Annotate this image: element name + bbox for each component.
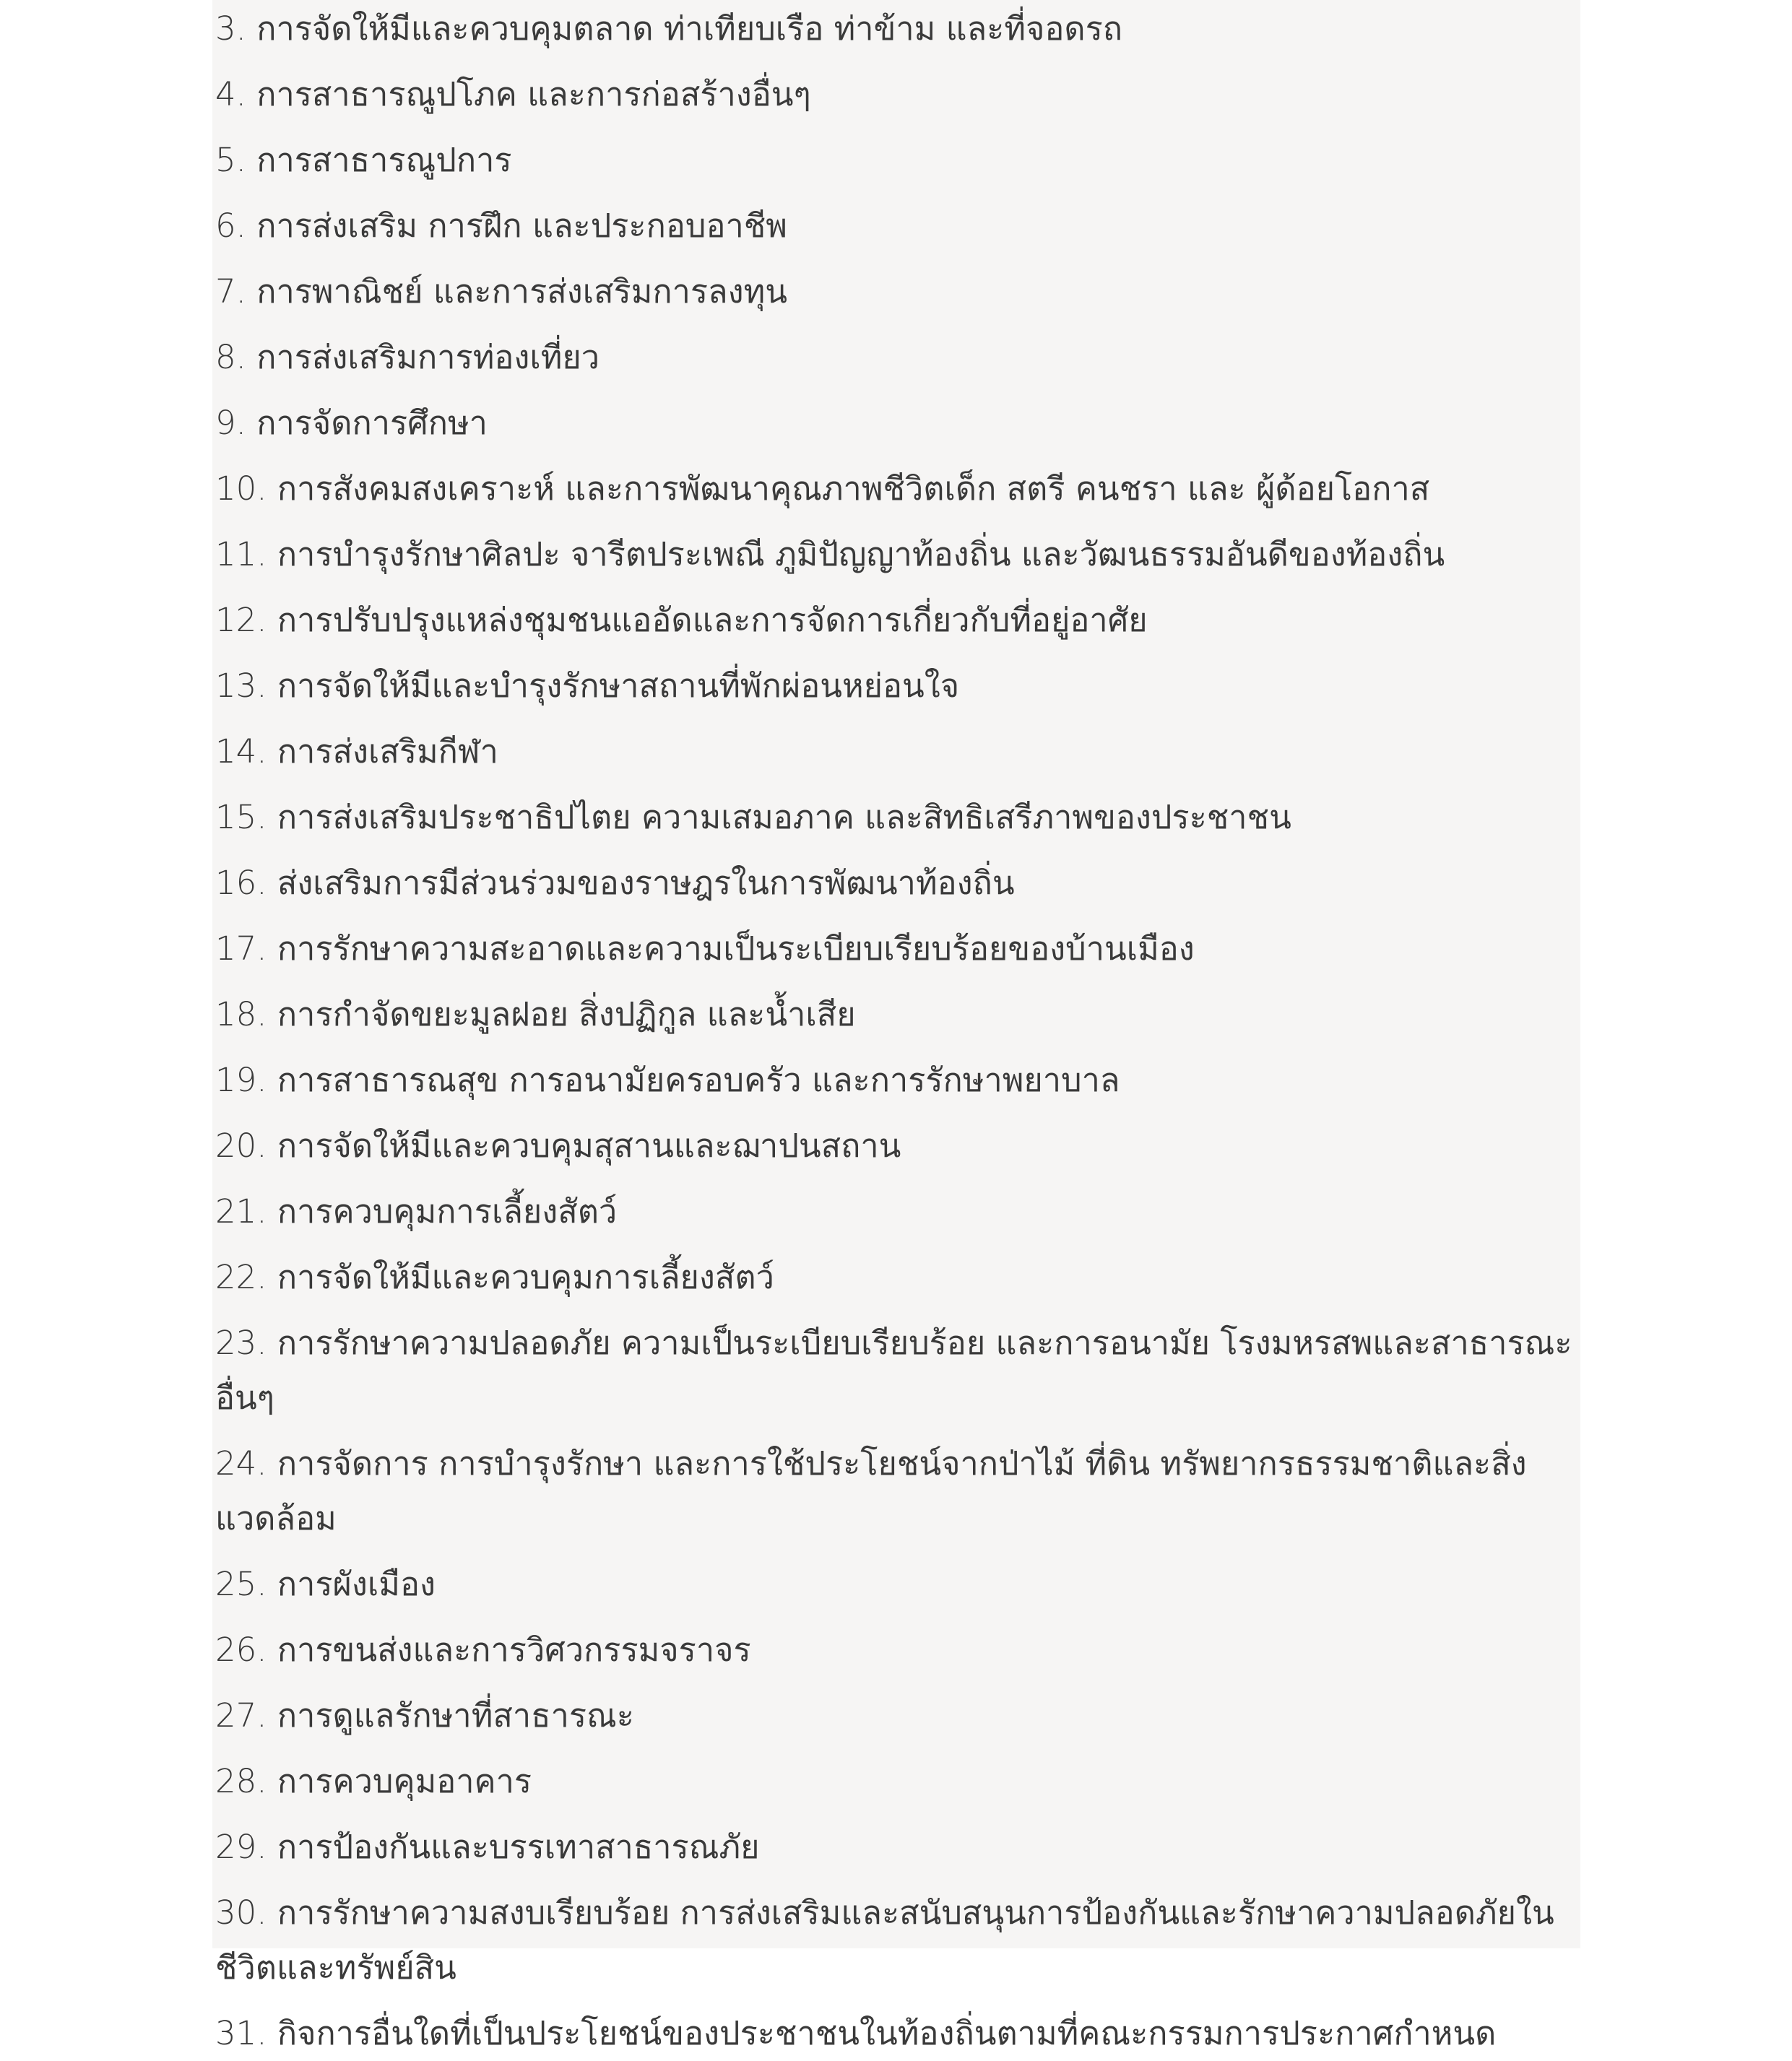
list-item: 11. การบำรุงรักษาศิลปะ จารีตประเพณี ภูมิปัญญาท้องถิ่น และวัฒนธรรมอันดีของท้องถิ่น xyxy=(215,535,1445,573)
duty-list xyxy=(215,0,1580,2061)
list-item: 3. การจัดให้มีและควบคุมตลาด ท่าเทียบเรือ ท่าข้าม และที่จอดรถ xyxy=(215,9,1123,48)
list-item: 30. การรักษาความสงบเรียบร้อย การส่งเสริมและสนับสนุนการป้องกันและรักษาความปลอดภัยในชีวิตและทรัพย์สิน xyxy=(215,1893,1554,1987)
list-item: 7. การพาณิชย์ และการส่งเสริมการลงทุน xyxy=(215,272,788,311)
list-item: 4. การสาธารณูปโภค และการก่อสร้างอื่นๆ xyxy=(215,75,811,113)
list-item: 26. การขนส่งและการวิศวกรรมจราจร xyxy=(215,1631,751,1669)
list-item: 23. การรักษาความปลอดภัย ความเป็นระเบียบเรียบร้อย และการอนามัย โรงมหรสพและสาธารณะอื่นๆ xyxy=(215,1324,1572,1417)
list-item: 19. การสาธารณสุข การอนามัยครอบครัว และการรักษาพยาบาล xyxy=(215,1061,1120,1099)
list-item: 20. การจัดให้มีและควบคุมสุสานและฌาปนสถาน xyxy=(215,1127,901,1165)
list-item: 25. การผังเมือง xyxy=(215,1565,436,1603)
list-item: 22. การจัดให้มีและควบคุมการเลี้ยงสัตว์ xyxy=(215,1258,774,1296)
list-item: 18. การกำจัดขยะมูลฝอย สิ่งปฏิกูล และน้ำเสีย xyxy=(215,995,856,1033)
list-item: 6. การส่งเสริม การฝึก และประกอบอาชีพ xyxy=(215,207,787,245)
list-item: 16. ส่งเสริมการมีส่วนร่วมของราษฎรในการพัฒนาท้องถิ่น xyxy=(215,864,1015,902)
list-item: 9. การจัดการศึกษา xyxy=(215,404,488,442)
list-item: 21. การควบคุมการเลี้ยงสัตว์ xyxy=(215,1192,618,1231)
list-item: 8. การส่งเสริมการท่องเที่ยว xyxy=(215,338,600,376)
list-item: 31. กิจการอื่นใดที่เป็นประโยชน์ของประชาชนในท้องถิ่นตามที่คณะกรรมการประกาศกำหนด xyxy=(215,2014,1497,2052)
list-item: 15. การส่งเสริมประชาธิปไตย ความเสมอภาค และสิทธิเสรีภาพของประชาชน xyxy=(215,798,1291,836)
list-item: 10. การสังคมสงเคราะห์ และการพัฒนาคุณภาพชีวิตเด็ก สตรี คนชรา และ ผู้ด้อยโอกาส xyxy=(215,469,1430,508)
list-item: 5. การสาธารณูปการ xyxy=(215,141,512,179)
list-item: 29. การป้องกันและบรรเทาสาธารณภัย xyxy=(215,1828,760,1866)
list-item: 17. การรักษาความสะอาดและความเป็นระเบียบเรียบร้อยของบ้านเมือง xyxy=(215,929,1195,968)
list-item: 13. การจัดให้มีและบำรุงรักษาสถานที่พักผ่อนหย่อนใจ xyxy=(215,667,960,705)
list-item: 28. การควบคุมอาคาร xyxy=(215,1762,532,1800)
list-item: 27. การดูแลรักษาที่สาธารณะ xyxy=(215,1696,634,1735)
content-panel xyxy=(212,0,1580,2052)
list-item: 14. การส่งเสริมกีฬา xyxy=(215,732,498,771)
list-item: 24. การจัดการ การบำรุงรักษา และการใช้ประโยชน์จากป่าไม้ ที่ดิน ทรัพยากรธรรมชาติและสิ่งแวดล้อม xyxy=(215,1444,1527,1537)
list-item: 12. การปรับปรุงแหล่งชุมชนแออัดและการจัดการเกี่ยวกับที่อยู่อาศัย xyxy=(215,601,1148,639)
